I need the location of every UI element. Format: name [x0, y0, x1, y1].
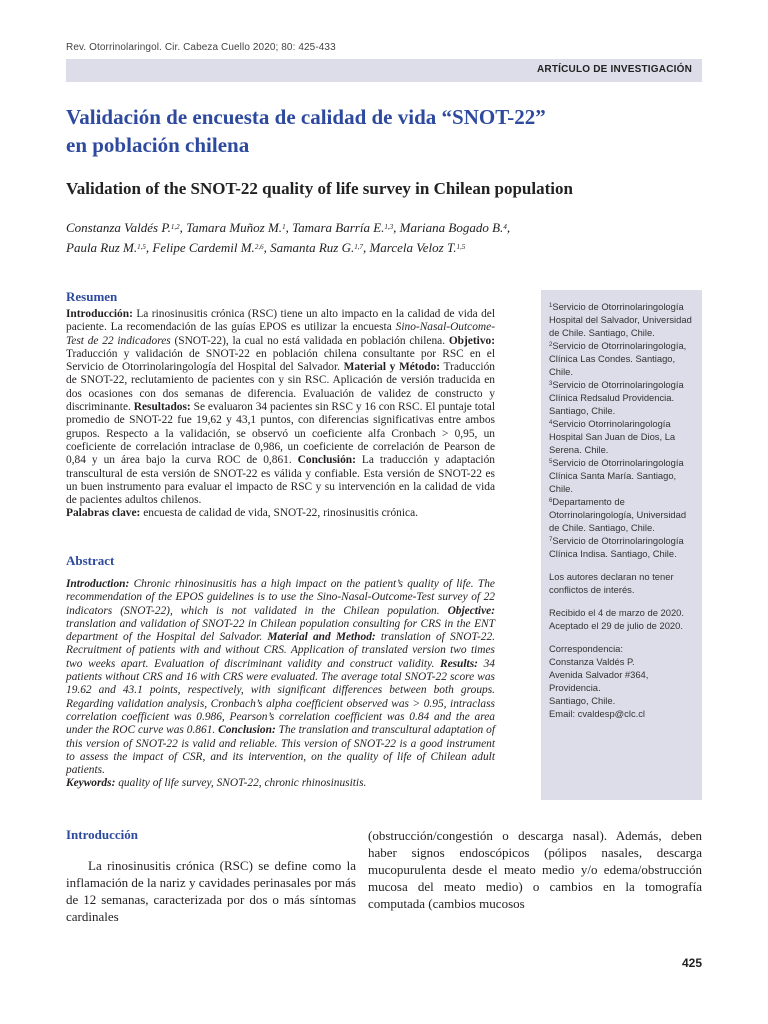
title-spanish-line1: Validación de encuesta de calidad de vida “SNOT-22”	[66, 105, 546, 129]
introduccion-heading: Introducción	[66, 827, 138, 842]
page-number: 425	[681, 956, 702, 970]
section-label: ARTÍCULO DE INVESTIGACIÓN	[536, 64, 692, 75]
author: Paula Ruz M.$^{1,5}$,	[66, 240, 153, 255]
correspondence: Correspondencia: Constanza Valdés P. Avenida Salvador #364, Providencia. Santiago, Chile. Email: cvaldesp@clc.cl	[549, 643, 649, 719]
info-sidebar	[541, 290, 702, 800]
title-english: Validation of the SNOT-22 quality of life survey in Chilean population	[66, 179, 573, 198]
author: Mariana Bogado B.$^4$,	[399, 220, 511, 235]
abstract-body: Introduction: Chronic rhinosinusitis has a high impact on the patient’s quality of life. The recommendation of the EPOS guidelines is to use the Sino-Nasal-Outcome-Test survey of 22 indicators (SNOT-22), which is not validated in the Chilean population. Objective: translation and validation of SNOT-22 in Chilean population consulting for CRS in the ENT department of the Hospital del Salvador. Material and Method: translation of SNOT-22. Recruitment of patients with and without CRS. Application of translated version two times two weeks apart. Evaluation of discriminant validity and construct validity. Results: 34 patients without CRS and 16 with CRS were evaluated. The average total SNOT-22 score was 19.62 and 43.1 points, respectively, with significant differences between both groups. Regarding validation analysis, Cronbach’s alpha coefficient observed was > 0.95, intraclass correlation coefficient was 0.986, Pearson’s correlation coefficient was 0.84 and the area under the ROC curve was 0.861. Conclusion: The translation and transcultural adaptation of this version of SNOT-22 is valid and reliable. This version of SNOT-22 is a good instrument to assess the impact of CSR, and its intervention, on the quality of life of Chilean adult patients. Keywords: quality of life survey, SNOT-22, chronic rhinosinusitis.	[66, 578, 495, 790]
abstract-heading: Abstract	[66, 553, 115, 568]
intro-right-column: (obstrucción/congestión o descarga nasal). Además, deben haber signos endoscópicos (pólipos nasales, descarga mucopurulenta desde el meato medio y/o edema/obstrucción mucosa del meato medio) o cambios en la tomografía computada (cambios mucosos	[368, 828, 702, 911]
author: Constanza Valdés P.$^{1,2}$,	[66, 220, 187, 235]
author: Marcela Veloz T.$^{1,5}$	[369, 240, 466, 255]
conflicts-statement: Los autores declaran no tener conflictos de interés.	[549, 571, 674, 595]
author-list	[66, 218, 686, 258]
intro-left-column: La rinosinusitis crónica (RSC) se define como la inflamación de la nariz y cavidades perinasales por más de 12 semanas, caracterizada por dos o más síntomas cardinales	[66, 858, 356, 924]
email-link[interactable]: Email: cvaldesp@clc.cl	[549, 708, 646, 719]
affiliations: $^1$Servicio de Otorrinolaringología Hospital del Salvador, Universidad de Chile. Santiago, Chile. $^2$Servicio de Otorrinolaringología, Clínica Las Condes. Santiago, Chile. $^3$Servicio de Otorrinolaringología Clínica Redsalud Providencia. Santiago, Chile. $^4$Servicio Otorrinolaringología Hospital San Juan de Dios, La Serena. Chile. $^5$Servicio de Otorrinolaringología Clínica Santa María. Santiago, Chile. $^6$Departamento de Otorrinolaringología, Universidad de Chile. Santiago, Chile. $^7$Servicio de Otorrinolaringología Clínica Indisa. Santiago, Chile.	[549, 301, 692, 559]
resumen-body: Introducción: La rinosinusitis crónica (RSC) tiene un alto impacto en la calidad de vida del paciente. La recomendación de las guías EPOS es utilizar la encuesta Sino-Nasal-Outcome-Test de 22 indicadores (SNOT-22), la cual no está validada en población chilena. Objetivo: Traducción y validación de SNOT-22 en población chilena consultante por RSC en el Servicio de Otorrinolaringología del Hospital del Salvador. Material y Método: Traducción de SNOT-22, reclutamiento de pacientes con y sin RSC. Aplicación de versión traducida en dos ocasiones con dos semanas de diferencia. Evaluación de validez de constructo y discriminante. Resultados: Se evaluaron 34 pacientes sin RSC y 16 con RSC. El puntaje total promedio de SNOT-22 fue 19,62 y 43,1 puntos, con diferencias significativas entre ambos grupos. Respecto a la validación, se observó un coeficiente alfa Cronbach > 0,95, un coeficiente de correlación intraclase de 0,986, un coeficiente de correlación de Pearson de 0,84 y un área bajo la curva ROC de 0,861. Conclusión: La traducción y adaptación transcultural de esta versión de SNOT-22 es válida y confiable. Esta versión de SNOT-22 es un buen instrumento para evaluar el impacto de RSC y su intervención en la calidad de vida de pacientes adultos chilenos. Palabras clave: encuesta de calidad de vida, SNOT-22, rinosinusitis crónica.	[66, 308, 495, 520]
title-spanish-line2: en población chilena	[66, 133, 250, 157]
author: Felipe Cardemil M.$^{2,6}$,	[152, 240, 271, 255]
section-banner	[66, 59, 702, 82]
author: Tamara Muñoz M.$^1$,	[186, 220, 293, 235]
author: Tamara Barría E.$^{1,3}$,	[292, 220, 400, 235]
journal-reference: Rev. Otorrinolaringol. Cir. Cabeza Cuello 2020; 80: 425-433	[66, 42, 336, 53]
resumen-heading: Resumen	[66, 289, 118, 304]
author: Samanta Ruz G.$^{1,7}$,	[270, 240, 370, 255]
title-spanish	[66, 103, 686, 159]
received-dates: Recibido el 4 de marzo de 2020. Aceptado el 29 de julio de 2020.	[549, 607, 684, 631]
